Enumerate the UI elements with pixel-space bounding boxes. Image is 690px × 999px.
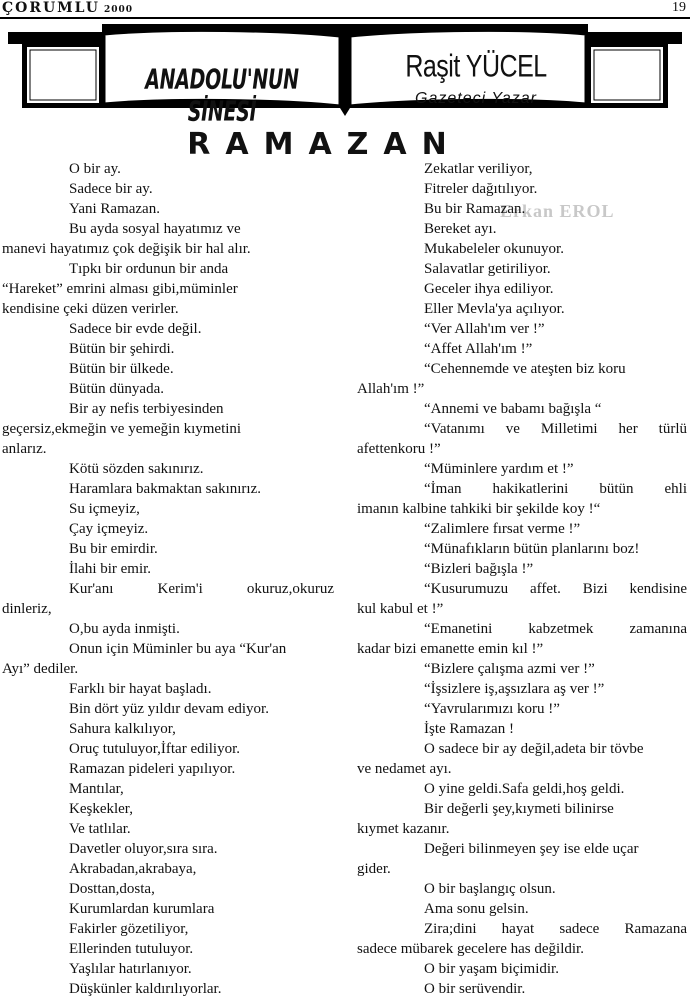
text-line: Fakirler gözetiliyor,: [69, 921, 189, 937]
text-line: İlahi bir emir.: [69, 561, 152, 577]
text-line: Bu bir Ramazan.: [424, 201, 526, 217]
text-line: “Cehennemde ve ateşten biz koru: [424, 361, 626, 377]
text-line: ve nedamet ayı.: [357, 761, 452, 777]
text-line: Fitreler dağıtılıyor.: [424, 181, 538, 197]
text-line: Keşkekler,: [69, 801, 133, 817]
text-line: “Vatanımı ve Milletimi her türlü: [424, 421, 687, 437]
text-line: Kurumlardan kurumlara: [69, 901, 215, 917]
text-line: kıymet kazanır.: [357, 821, 450, 837]
text-line: manevi hayatımız çok değişik bir hal alır.: [2, 241, 251, 257]
text-line: “Bizlere çalışma azmi ver !”: [424, 661, 595, 677]
header-rule: [0, 17, 690, 19]
text-line: “İman hakikatlerini bütün ehli: [424, 481, 687, 497]
right-text-column: [357, 159, 687, 999]
text-line: “Münafıkların bütün planlarını boz!: [424, 541, 640, 557]
text-line: “Zalimlere fırsat verme !”: [424, 521, 581, 537]
banner-author-role: Gazeteci Yazar: [415, 90, 537, 107]
text-line: Sahura kalkılıyor,: [69, 721, 176, 737]
text-line: İşte Ramazan !: [424, 721, 514, 737]
column-banner: [0, 22, 690, 128]
text-line: “Affet Allah'ım !”: [424, 341, 533, 357]
text-line: imanın kalbine tahkiki bir şekilde koy !“: [357, 501, 601, 517]
banner-column-title: ANADOLU'NUN SİNESİ: [145, 64, 299, 128]
text-line: Su içmeyiz,: [69, 501, 140, 517]
text-line: Tıpkı bir ordunun bir anda: [69, 261, 229, 277]
text-line: Yaşlılar hatırlanıyor.: [69, 961, 192, 977]
text-line: afettenkoru !”: [357, 441, 441, 457]
text-line: kadar bizi emanette emin kıl !”: [357, 641, 544, 657]
text-line: O bir yaşam biçimidir.: [424, 961, 559, 977]
text-line: kul kabul et !”: [357, 601, 444, 617]
text-line: “Kusurumuzu affet. Bizi kendisine: [424, 581, 687, 597]
text-line: Sadece bir evde değil.: [69, 321, 202, 337]
text-line: Akrabadan,akrabaya,: [69, 861, 197, 877]
text-line: Bütün dünyada.: [69, 381, 164, 397]
article-title: RAMAZAN: [187, 127, 462, 162]
text-line: Değeri bilinmeyen şey ise elde uçar: [424, 841, 639, 857]
text-line: “Annemi ve babamı bağışla “: [424, 401, 602, 417]
text-line: Bu bir emirdir.: [69, 541, 158, 557]
magazine-year: 2000: [103, 5, 134, 15]
watermark: Erkan EROL: [500, 201, 615, 221]
text-line: O,bu ayda inmişti.: [69, 621, 180, 637]
text-line: dinleriz,: [2, 601, 52, 617]
text-line: O bir başlangıç olsun.: [424, 881, 556, 897]
text-line: “Müminlere yardım et !”: [424, 461, 574, 477]
text-line: “Ver Allah'ım ver !”: [424, 321, 545, 337]
text-line: Mukabeleler okunuyor.: [424, 241, 564, 257]
text-line: Haramlara bakmaktan sakınırız.: [69, 481, 261, 497]
text-line: Mantılar,: [69, 781, 124, 797]
text-line: Ramazan pideleri yapılıyor.: [69, 761, 236, 777]
text-line: gider.: [357, 861, 391, 877]
text-line: geçersiz,ekmeğin ve yemeğin kıymetini: [2, 421, 242, 437]
magazine-name: ÇORUMLU: [2, 0, 100, 16]
text-line: Bütün bir ülkede.: [69, 361, 174, 377]
text-line: “İşsizlere iş,aşsızlara aş ver !”: [424, 681, 605, 697]
text-line: Onun için Müminler bu aya “Kur'an: [69, 641, 287, 657]
text-line: Dosttan,dosta,: [69, 881, 155, 897]
text-line: Allah'ım !”: [357, 381, 425, 397]
text-line: Ama sonu gelsin.: [424, 901, 529, 917]
text-line: “Hareket” emrini alması gibi,müminler: [2, 281, 238, 297]
text-line: O yine geldi.Safa geldi,hoş geldi.: [424, 781, 625, 797]
magazine-header: [2, 0, 133, 16]
text-line: Ayı” dediler.: [2, 661, 79, 677]
text-line: Sadece bir ay.: [69, 181, 153, 197]
text-line: Düşkünler kaldırılıyorlar.: [69, 981, 222, 997]
banner-author-name: Raşit YÜCEL: [405, 49, 547, 84]
text-line: “Bizleri bağışla !”: [424, 561, 534, 577]
text-line: Yani Ramazan.: [69, 201, 160, 217]
text-line: Çay içmeyiz.: [69, 521, 149, 537]
text-line: Davetler oluyor,sıra sıra.: [69, 841, 218, 857]
text-line: Farklı bir hayat başladı.: [69, 681, 212, 697]
text-line: Bin dört yüz yıldır devam ediyor.: [69, 701, 269, 717]
text-line: kendisine çeki düzen verirler.: [2, 301, 179, 317]
text-line: Salavatlar getiriliyor.: [424, 261, 551, 277]
text-line: Kötü sözden sakınırız.: [69, 461, 204, 477]
page-number: 19: [672, 0, 686, 15]
text-line: Zekatlar veriliyor,: [424, 161, 533, 177]
text-line: Bir ay nefis terbiyesinden: [69, 401, 224, 417]
text-line: “Yavrularımızı koru !”: [424, 701, 560, 717]
text-line: Bütün bir şehirdi.: [69, 341, 175, 357]
text-line: Ellerinden tutuluyor.: [69, 941, 194, 957]
text-line: Geceler ihya ediliyor.: [424, 281, 554, 297]
text-line: O bir ay.: [69, 161, 121, 177]
text-line: Eller Mevla'ya açılıyor.: [424, 301, 565, 317]
left-text-column: [2, 159, 334, 999]
open-book-icon: [0, 22, 690, 122]
text-line: O sadece bir ay değil,adeta bir tövbe: [424, 741, 644, 757]
text-line: anlarız.: [2, 441, 47, 457]
text-line: Bu ayda sosyal hayatımız ve: [69, 221, 241, 237]
text-line: O bir serüvendir.: [424, 981, 526, 997]
text-line: Kur'anı Kerim'i okuruz,okuruz: [69, 581, 334, 597]
text-line: Ve tatlılar.: [69, 821, 131, 837]
text-line: Bir değerli şey,kıymeti bilinirse: [424, 801, 614, 817]
text-line: Bereket ayı.: [424, 221, 497, 237]
text-line: Oruç tutuluyor,İftar ediliyor.: [69, 741, 241, 757]
text-line: “Emanetini kabzetmek zamanına: [424, 621, 687, 637]
text-line: sadece mübarek gecelere has değildir.: [357, 941, 584, 957]
text-line: Zira;dini hayat sadece Ramazana: [424, 921, 687, 937]
